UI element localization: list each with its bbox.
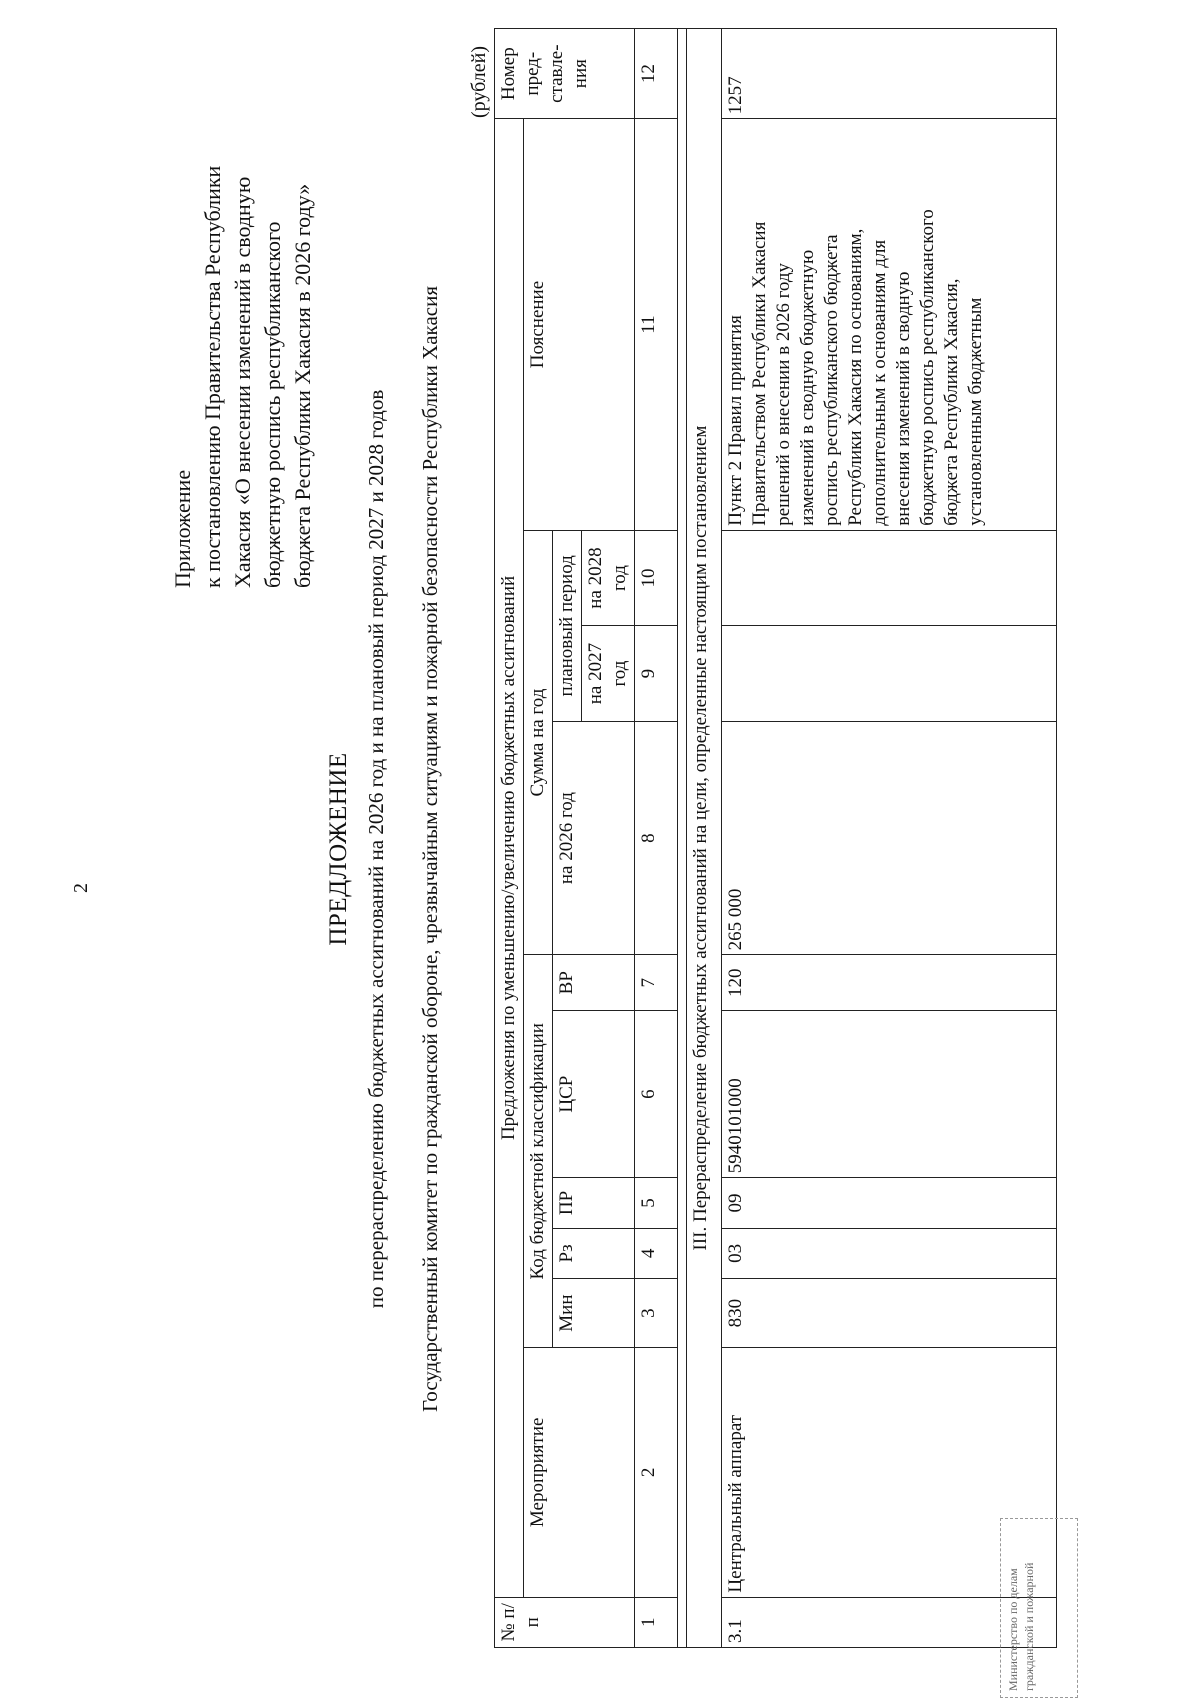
page-number: 2 — [70, 883, 92, 893]
row-event: Центральный аппарат — [722, 1348, 1057, 1597]
spacer-cell — [678, 29, 687, 1648]
agency-name: Государственный комитет по гражданской обороне, чрезвычайным ситуациям и пожарной безопасности Республики Хакасия — [418, 286, 442, 1412]
explanation-line: бюджета Республики Хакасия, — [941, 278, 962, 526]
explanation-line: установленным бюджетным — [965, 297, 986, 526]
explanation-line: внесения изменений в сводную — [893, 271, 914, 526]
appendix-line: бюджетную роспись республиканского — [260, 221, 285, 588]
table-row — [722, 29, 1057, 1648]
row-explanation — [722, 119, 1057, 530]
appendix-line: к постановлению Правительства Республики — [200, 165, 225, 588]
column-number: 7 — [635, 955, 678, 1011]
appendix-line: Приложение — [170, 469, 195, 588]
row-rep-number: 1257 — [722, 29, 1057, 119]
header-explanation: Пояснение — [524, 119, 635, 530]
header-2026: на 2026 год — [553, 721, 635, 955]
spacer-row — [678, 29, 687, 1648]
header-rz: Рз — [553, 1228, 635, 1278]
document-subtitle: по перераспределению бюджетных ассигнований на 2026 год и на плановый период 2027 и 2028 годов — [364, 389, 388, 1309]
row-pr: 09 — [722, 1178, 1057, 1228]
header-num: № п/п — [495, 1597, 635, 1647]
header-planned-period: плановый период — [553, 530, 582, 721]
header-rep-number: Номер пред-ставле-ния — [495, 29, 635, 119]
header-csr: ЦСР — [553, 1011, 635, 1178]
row-num: 3.1 — [722, 1597, 1057, 1647]
appendix-line: бюджета Республики Хакасия в 2026 году» — [290, 183, 315, 588]
header-event: Мероприятие — [524, 1348, 635, 1597]
column-number: 3 — [635, 1279, 678, 1348]
registration-stamp: Министерство по делам гражданской и пожарной — [1000, 1518, 1078, 1698]
column-number: 9 — [635, 626, 678, 722]
explanation-line: Республики Хакасия по основаниям, — [845, 228, 866, 526]
header-2028: на 2028 год — [582, 530, 635, 626]
document-title: ПРЕДЛОЖЕНИЕ — [325, 752, 352, 946]
row-min: 830 — [722, 1279, 1057, 1348]
header-vr: ВР — [553, 955, 635, 1011]
column-number: 4 — [635, 1228, 678, 1278]
budget-table — [494, 28, 1057, 1648]
header-2027: на 2027 год — [582, 626, 635, 722]
row-2026: 265 000 — [722, 721, 1057, 955]
column-number-row — [635, 29, 678, 1648]
row-rz: 03 — [722, 1228, 1057, 1278]
header-pr: ПР — [553, 1178, 635, 1228]
explanation-line: дополнительным к основаниям для — [869, 239, 890, 526]
column-number: 8 — [635, 721, 678, 955]
explanation-line: роспись республиканского бюджета — [821, 234, 842, 526]
column-number: 1 — [635, 1597, 678, 1647]
column-number: 6 — [635, 1011, 678, 1178]
header-budget-code: Код бюджетной классификации — [524, 955, 553, 1348]
header-sum-year: Сумма на год — [524, 530, 553, 955]
column-number: 11 — [635, 119, 678, 530]
explanation-line: решений о внесении в 2026 году — [773, 262, 794, 526]
row-csr: 5940101000 — [722, 1011, 1057, 1178]
row-vr: 120 — [722, 955, 1057, 1011]
section-row — [687, 29, 722, 1648]
column-number: 2 — [635, 1348, 678, 1597]
explanation-line: Пункт 2 Правил принятия — [725, 315, 746, 526]
row-2028 — [722, 530, 1057, 626]
header-group: Предложения по уменьшению/увеличению бюджетных ассигнований — [495, 119, 524, 1597]
unit-label: (рублей) — [468, 45, 490, 118]
appendix-block — [168, 28, 318, 588]
column-number: 12 — [635, 29, 678, 119]
explanation-line: Правительством Республики Хакасия — [749, 221, 770, 526]
explanation-line: бюджетную роспись республиканского — [917, 209, 938, 526]
column-number: 10 — [635, 530, 678, 626]
appendix-line: Хакасия «О внесении изменений в сводную — [230, 176, 255, 588]
explanation-line: изменений в сводную бюджетную — [797, 249, 818, 526]
row-2027 — [722, 626, 1057, 722]
section-title: III. Перераспределение бюджетных ассигнований на цели, определенные настоящим постановлением — [687, 29, 722, 1648]
header-min: Мин — [553, 1279, 635, 1348]
column-number: 5 — [635, 1178, 678, 1228]
